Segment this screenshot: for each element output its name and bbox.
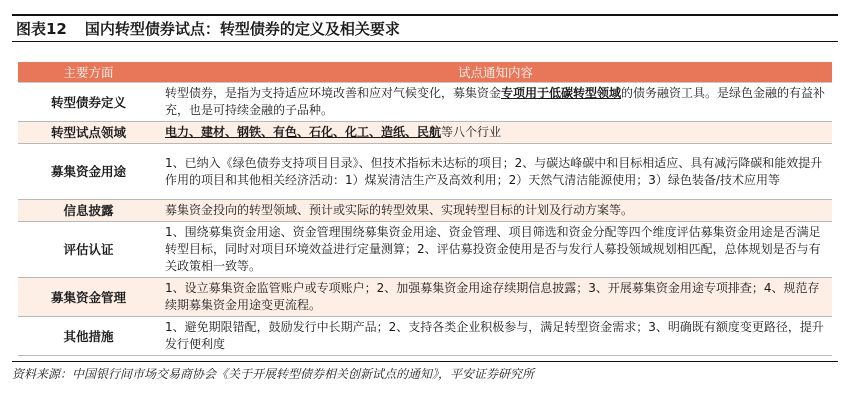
row-aspect: 其他措施 <box>18 317 159 356</box>
row-aspect: 评估认证 <box>18 222 159 278</box>
figure-number: 图表12 <box>16 20 67 38</box>
row-content: 1、已纳入《绿色债券支持项目目录》、但技术指标未达标的项目；2、与碳达峰碳中和目标相适应、具有减污降碳和能效提升作用的项目和其他相关经济活动：1）煤炭清洁生产及高效利用；2）天然气清洁能源使用；3）绿色装备/技术应用等 <box>159 144 832 200</box>
row-content <box>159 83 832 122</box>
row-aspect: 募集资金用途 <box>18 144 159 200</box>
table-row <box>18 222 832 278</box>
column-header-content: 试点通知内容 <box>159 62 832 83</box>
row-aspect: 募集资金管理 <box>18 278 159 317</box>
row-content <box>159 122 832 144</box>
requirements-table <box>18 62 832 356</box>
content-text: 转型债券，是指为支持适应环境改善和应对气候变化，募集资金 <box>165 86 502 100</box>
row-aspect: 转型试点领域 <box>18 122 159 144</box>
row-content: 1、避免期限错配，鼓励发行中长期产品；2、支持各类企业积极参与，满足转型资金需求；3、明确既有额度变更路径，提升发行便利度 <box>159 317 832 356</box>
row-content: 1、设立募集资金监管账户或专项账户；2、加强募集资金用途存续期信息披露；3、开展募集资金用途专项排查；4、规范存续期募集资金用途变更流程。 <box>159 278 832 317</box>
source-note: 资料来源：中国银行间市场交易商协会《关于开展转型债券相关创新试点的通知》，平安证券研究所 <box>12 361 838 382</box>
table-row <box>18 122 832 144</box>
content-emphasis: 专项用于低碳转型领域 <box>501 86 622 100</box>
table-header-row <box>18 62 832 83</box>
table-row <box>18 317 832 356</box>
content-text: 等八个行业 <box>441 125 502 139</box>
row-aspect: 信息披露 <box>18 200 159 222</box>
row-content: 募集资金投向的转型领域、预计或实际的转型效果、实现转型目标的计划及行动方案等。 <box>159 200 832 222</box>
table-row <box>18 83 832 122</box>
content-emphasis: 电力、建材、钢铁、有色、石化、化工、造纸、民航 <box>165 125 442 139</box>
table-row <box>18 144 832 200</box>
figure-title-bar <box>12 14 838 42</box>
content-text: 的债务融资工具。是绿色金融的有益补充，也是可持续金融的子品种。 <box>165 86 826 117</box>
row-aspect: 转型债券定义 <box>18 83 159 122</box>
column-header-aspect: 主要方面 <box>18 62 159 83</box>
row-content: 1、围绕募集资金用途、资金管理围绕募集资金用途、资金管理、项目筛选和资金分配等四个维度评估募集资金用途是否满足转型目标，同时对项目环境效益进行定量测算；2、评估募投资金使用是否与发行人募投领域规划相匹配，总体规划是否与有关政策相一致等。 <box>159 222 832 278</box>
table-row <box>18 200 832 222</box>
table-row <box>18 278 832 317</box>
figure-title: 国内转型债券试点：转型债券的定义及相关要求 <box>84 20 400 38</box>
